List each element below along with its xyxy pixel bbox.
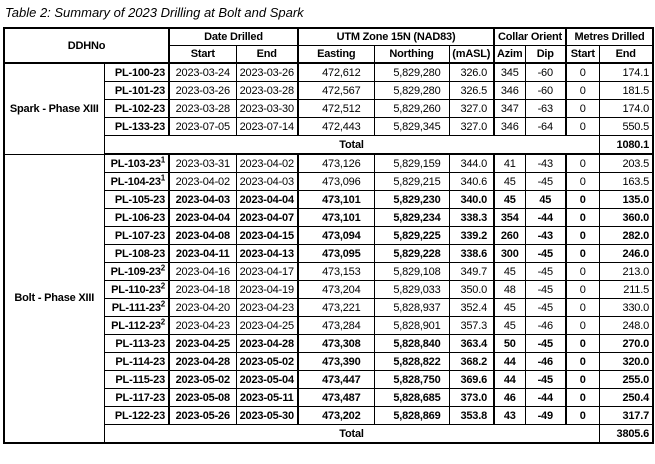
easting-cell: 472,567 bbox=[298, 82, 374, 100]
dip-cell: -49 bbox=[525, 407, 566, 425]
md-end-cell: 255.0 bbox=[599, 371, 653, 389]
md-start-cell: 0 bbox=[566, 371, 599, 389]
group-cell: Bolt - Phase XIII bbox=[4, 154, 104, 443]
md-end-cell: 270.0 bbox=[599, 335, 653, 353]
azim-cell: 346 bbox=[494, 118, 525, 136]
northing-cell: 5,829,345 bbox=[374, 118, 449, 136]
masl-cell: 368.2 bbox=[449, 353, 494, 371]
start-date-cell: 2023-04-16 bbox=[169, 263, 236, 281]
hole-id-cell: PL-108-23 bbox=[104, 245, 169, 263]
easting-cell: 473,101 bbox=[298, 209, 374, 227]
azim-cell: 345 bbox=[494, 63, 525, 82]
header-utm-zone: UTM Zone 15N (NAD83) bbox=[298, 28, 494, 46]
end-date-cell: 2023-04-04 bbox=[236, 191, 298, 209]
easting-cell: 473,101 bbox=[298, 191, 374, 209]
azim-cell: 41 bbox=[494, 154, 525, 173]
easting-cell: 473,221 bbox=[298, 299, 374, 317]
masl-cell: 340.6 bbox=[449, 173, 494, 191]
md-end-cell: 248.0 bbox=[599, 317, 653, 335]
start-date-cell: 2023-05-02 bbox=[169, 371, 236, 389]
start-date-cell: 2023-04-23 bbox=[169, 317, 236, 335]
end-date-cell: 2023-03-28 bbox=[236, 82, 298, 100]
azim-cell: 260 bbox=[494, 227, 525, 245]
total-value-cell: 1080.1 bbox=[599, 136, 653, 155]
hole-id-cell: $PL-111-23^2$ bbox=[104, 299, 169, 317]
end-date-cell: 2023-05-04 bbox=[236, 371, 298, 389]
start-date-cell: 2023-04-25 bbox=[169, 335, 236, 353]
start-date-cell: 2023-03-31 bbox=[169, 154, 236, 173]
table-row bbox=[4, 63, 653, 82]
end-date-cell: 2023-05-30 bbox=[236, 407, 298, 425]
md-start-cell: 0 bbox=[566, 227, 599, 245]
masl-cell: 357.3 bbox=[449, 317, 494, 335]
azim-cell: 45 bbox=[494, 263, 525, 281]
end-date-cell: 2023-04-03 bbox=[236, 173, 298, 191]
azim-cell: 46 bbox=[494, 389, 525, 407]
masl-cell: 339.2 bbox=[449, 227, 494, 245]
hole-id-cell: $PL-112-23^2$ bbox=[104, 317, 169, 335]
md-end-cell: 550.5 bbox=[599, 118, 653, 136]
end-date-cell: 2023-04-25 bbox=[236, 317, 298, 335]
start-date-cell: 2023-05-08 bbox=[169, 389, 236, 407]
end-date-cell: 2023-04-23 bbox=[236, 299, 298, 317]
md-end-cell: 135.0 bbox=[599, 191, 653, 209]
hole-id-cell: PL-117-23 bbox=[104, 389, 169, 407]
azim-cell: 45 bbox=[494, 173, 525, 191]
masl-cell: 338.3 bbox=[449, 209, 494, 227]
dip-cell: -45 bbox=[525, 335, 566, 353]
azim-cell: 45 bbox=[494, 299, 525, 317]
start-date-cell: 2023-03-24 bbox=[169, 63, 236, 82]
md-end-cell: 203.5 bbox=[599, 154, 653, 173]
hole-id-cell: PL-106-23 bbox=[104, 209, 169, 227]
md-end-cell: 174.0 bbox=[599, 100, 653, 118]
easting-cell: 473,284 bbox=[298, 317, 374, 335]
azim-cell: 45 bbox=[494, 317, 525, 335]
dip-cell: -44 bbox=[525, 389, 566, 407]
md-end-cell: 211.5 bbox=[599, 281, 653, 299]
header-date-end: End bbox=[236, 46, 298, 64]
azim-cell: 45 bbox=[494, 191, 525, 209]
easting-cell: 473,202 bbox=[298, 407, 374, 425]
dip-cell: -45 bbox=[525, 299, 566, 317]
start-date-cell: 2023-04-20 bbox=[169, 299, 236, 317]
northing-cell: 5,829,234 bbox=[374, 209, 449, 227]
azim-cell: 44 bbox=[494, 371, 525, 389]
easting-cell: 473,390 bbox=[298, 353, 374, 371]
table-body bbox=[4, 63, 653, 443]
end-date-cell: 2023-03-26 bbox=[236, 63, 298, 82]
start-date-cell: 2023-05-26 bbox=[169, 407, 236, 425]
end-date-cell: 2023-04-13 bbox=[236, 245, 298, 263]
northing-cell: 5,829,225 bbox=[374, 227, 449, 245]
dip-cell: -60 bbox=[525, 63, 566, 82]
header-metres-drilled: Metres Drilled bbox=[566, 28, 653, 46]
dip-cell: -45 bbox=[525, 245, 566, 263]
md-end-cell: 163.5 bbox=[599, 173, 653, 191]
northing-cell: 5,828,937 bbox=[374, 299, 449, 317]
header-masl: (mASL) bbox=[449, 46, 494, 64]
masl-cell: 326.0 bbox=[449, 63, 494, 82]
end-date-cell: 2023-04-28 bbox=[236, 335, 298, 353]
header-date-drilled: Date Drilled bbox=[169, 28, 298, 46]
masl-cell: 326.5 bbox=[449, 82, 494, 100]
northing-cell: 5,829,280 bbox=[374, 82, 449, 100]
northing-cell: 5,829,215 bbox=[374, 173, 449, 191]
end-date-cell: 2023-05-11 bbox=[236, 389, 298, 407]
masl-cell: 373.0 bbox=[449, 389, 494, 407]
easting-cell: 472,512 bbox=[298, 100, 374, 118]
dip-cell: -46 bbox=[525, 317, 566, 335]
start-date-cell: 2023-03-26 bbox=[169, 82, 236, 100]
northing-cell: 5,829,159 bbox=[374, 154, 449, 173]
header-azim: Azim bbox=[494, 46, 525, 64]
dip-cell: -60 bbox=[525, 82, 566, 100]
easting-cell: 473,096 bbox=[298, 173, 374, 191]
total-label-cell: Total bbox=[104, 425, 599, 444]
drilling-summary-table bbox=[3, 27, 654, 444]
easting-cell: 473,447 bbox=[298, 371, 374, 389]
hole-id-cell: $PL-104-23^1$ bbox=[104, 173, 169, 191]
hole-id-cell: $PL-109-23^2$ bbox=[104, 263, 169, 281]
easting-cell: 472,443 bbox=[298, 118, 374, 136]
hole-id-cell: PL-105-23 bbox=[104, 191, 169, 209]
md-start-cell: 0 bbox=[566, 281, 599, 299]
easting-cell: 473,095 bbox=[298, 245, 374, 263]
md-start-cell: 0 bbox=[566, 82, 599, 100]
azim-cell: 347 bbox=[494, 100, 525, 118]
group-cell: Spark - Phase XIII bbox=[4, 63, 104, 154]
masl-cell: 352.4 bbox=[449, 299, 494, 317]
md-start-cell: 0 bbox=[566, 118, 599, 136]
masl-cell: 349.7 bbox=[449, 263, 494, 281]
md-end-cell: 181.5 bbox=[599, 82, 653, 100]
dip-cell: -45 bbox=[525, 173, 566, 191]
easting-cell: 473,094 bbox=[298, 227, 374, 245]
northing-cell: 5,828,840 bbox=[374, 335, 449, 353]
dip-cell: -43 bbox=[525, 227, 566, 245]
start-date-cell: 2023-04-03 bbox=[169, 191, 236, 209]
masl-cell: 344.0 bbox=[449, 154, 494, 173]
start-date-cell: 2023-04-04 bbox=[169, 209, 236, 227]
dip-cell: -46 bbox=[525, 353, 566, 371]
md-start-cell: 0 bbox=[566, 317, 599, 335]
hole-id-cell: PL-107-23 bbox=[104, 227, 169, 245]
md-start-cell: 0 bbox=[566, 100, 599, 118]
northing-cell: 5,828,901 bbox=[374, 317, 449, 335]
dip-cell: -43 bbox=[525, 154, 566, 173]
end-date-cell: 2023-03-30 bbox=[236, 100, 298, 118]
end-date-cell: 2023-04-19 bbox=[236, 281, 298, 299]
header-md-start: Start bbox=[566, 46, 599, 64]
start-date-cell: 2023-04-28 bbox=[169, 353, 236, 371]
md-start-cell: 0 bbox=[566, 299, 599, 317]
md-start-cell: 0 bbox=[566, 389, 599, 407]
end-date-cell: 2023-04-07 bbox=[236, 209, 298, 227]
header-md-end: End bbox=[599, 46, 653, 64]
azim-cell: 354 bbox=[494, 209, 525, 227]
start-date-cell: 2023-04-02 bbox=[169, 173, 236, 191]
md-end-cell: 174.1 bbox=[599, 63, 653, 82]
table-caption: Table 2: Summary of 2023 Drilling at Bolt and Spark bbox=[5, 5, 304, 20]
md-end-cell: 330.0 bbox=[599, 299, 653, 317]
masl-cell: 369.6 bbox=[449, 371, 494, 389]
northing-cell: 5,828,750 bbox=[374, 371, 449, 389]
easting-cell: 472,612 bbox=[298, 63, 374, 82]
masl-cell: 350.0 bbox=[449, 281, 494, 299]
end-date-cell: 2023-04-02 bbox=[236, 154, 298, 173]
md-start-cell: 0 bbox=[566, 191, 599, 209]
northing-cell: 5,829,280 bbox=[374, 63, 449, 82]
md-end-cell: 320.0 bbox=[599, 353, 653, 371]
hole-id-cell: PL-113-23 bbox=[104, 335, 169, 353]
md-start-cell: 0 bbox=[566, 154, 599, 173]
md-start-cell: 0 bbox=[566, 245, 599, 263]
end-date-cell: 2023-05-02 bbox=[236, 353, 298, 371]
masl-cell: 338.6 bbox=[449, 245, 494, 263]
masl-cell: 327.0 bbox=[449, 100, 494, 118]
easting-cell: 473,204 bbox=[298, 281, 374, 299]
hole-id-cell: $PL-110-23^2$ bbox=[104, 281, 169, 299]
md-end-cell: 213.0 bbox=[599, 263, 653, 281]
azim-cell: 50 bbox=[494, 335, 525, 353]
hole-id-cell: PL-100-23 bbox=[104, 63, 169, 82]
dip-cell: -44 bbox=[525, 209, 566, 227]
northing-cell: 5,828,822 bbox=[374, 353, 449, 371]
md-end-cell: 360.0 bbox=[599, 209, 653, 227]
md-end-cell: 282.0 bbox=[599, 227, 653, 245]
end-date-cell: 2023-04-15 bbox=[236, 227, 298, 245]
dip-cell: -45 bbox=[525, 263, 566, 281]
start-date-cell: 2023-04-08 bbox=[169, 227, 236, 245]
masl-cell: 353.8 bbox=[449, 407, 494, 425]
dip-cell: -45 bbox=[525, 371, 566, 389]
azim-cell: 346 bbox=[494, 82, 525, 100]
northing-cell: 5,829,230 bbox=[374, 191, 449, 209]
md-end-cell: 246.0 bbox=[599, 245, 653, 263]
header-collar-orient: Collar Orient bbox=[494, 28, 566, 46]
azim-cell: 300 bbox=[494, 245, 525, 263]
hole-id-cell: PL-122-23 bbox=[104, 407, 169, 425]
azim-cell: 48 bbox=[494, 281, 525, 299]
northing-cell: 5,829,260 bbox=[374, 100, 449, 118]
end-date-cell: 2023-07-14 bbox=[236, 118, 298, 136]
northing-cell: 5,828,869 bbox=[374, 407, 449, 425]
hole-id-cell: $PL-103-23^1$ bbox=[104, 154, 169, 173]
easting-cell: 473,153 bbox=[298, 263, 374, 281]
header-dip: Dip bbox=[525, 46, 566, 64]
md-start-cell: 0 bbox=[566, 335, 599, 353]
header-ddhno: DDHNo bbox=[4, 28, 169, 63]
northing-cell: 5,828,685 bbox=[374, 389, 449, 407]
header-easting: Easting bbox=[298, 46, 374, 64]
total-label-cell: Total bbox=[104, 136, 599, 155]
hole-id-cell: PL-133-23 bbox=[104, 118, 169, 136]
start-date-cell: 2023-04-11 bbox=[169, 245, 236, 263]
azim-cell: 44 bbox=[494, 353, 525, 371]
northing-cell: 5,829,108 bbox=[374, 263, 449, 281]
md-end-cell: 250.4 bbox=[599, 389, 653, 407]
md-end-cell: 317.7 bbox=[599, 407, 653, 425]
hole-id-cell: PL-101-23 bbox=[104, 82, 169, 100]
hole-id-cell: PL-114-23 bbox=[104, 353, 169, 371]
masl-cell: 327.0 bbox=[449, 118, 494, 136]
start-date-cell: 2023-07-05 bbox=[169, 118, 236, 136]
easting-cell: 473,126 bbox=[298, 154, 374, 173]
md-start-cell: 0 bbox=[566, 173, 599, 191]
table-row bbox=[4, 154, 653, 173]
dip-cell: -45 bbox=[525, 281, 566, 299]
md-start-cell: 0 bbox=[566, 263, 599, 281]
md-start-cell: 0 bbox=[566, 353, 599, 371]
table-header bbox=[4, 28, 653, 63]
total-value-cell: 3805.6 bbox=[599, 425, 653, 444]
dip-cell: -64 bbox=[525, 118, 566, 136]
md-start-cell: 0 bbox=[566, 407, 599, 425]
dip-cell: 45 bbox=[525, 191, 566, 209]
start-date-cell: 2023-04-18 bbox=[169, 281, 236, 299]
northing-cell: 5,829,033 bbox=[374, 281, 449, 299]
hole-id-cell: PL-102-23 bbox=[104, 100, 169, 118]
easting-cell: 473,308 bbox=[298, 335, 374, 353]
header-northing: Northing bbox=[374, 46, 449, 64]
azim-cell: 43 bbox=[494, 407, 525, 425]
northing-cell: 5,829,228 bbox=[374, 245, 449, 263]
masl-cell: 363.4 bbox=[449, 335, 494, 353]
header-date-start: Start bbox=[169, 46, 236, 64]
easting-cell: 473,487 bbox=[298, 389, 374, 407]
masl-cell: 340.0 bbox=[449, 191, 494, 209]
dip-cell: -63 bbox=[525, 100, 566, 118]
hole-id-cell: PL-115-23 bbox=[104, 371, 169, 389]
md-start-cell: 0 bbox=[566, 209, 599, 227]
start-date-cell: 2023-03-28 bbox=[169, 100, 236, 118]
end-date-cell: 2023-04-17 bbox=[236, 263, 298, 281]
md-start-cell: 0 bbox=[566, 63, 599, 82]
